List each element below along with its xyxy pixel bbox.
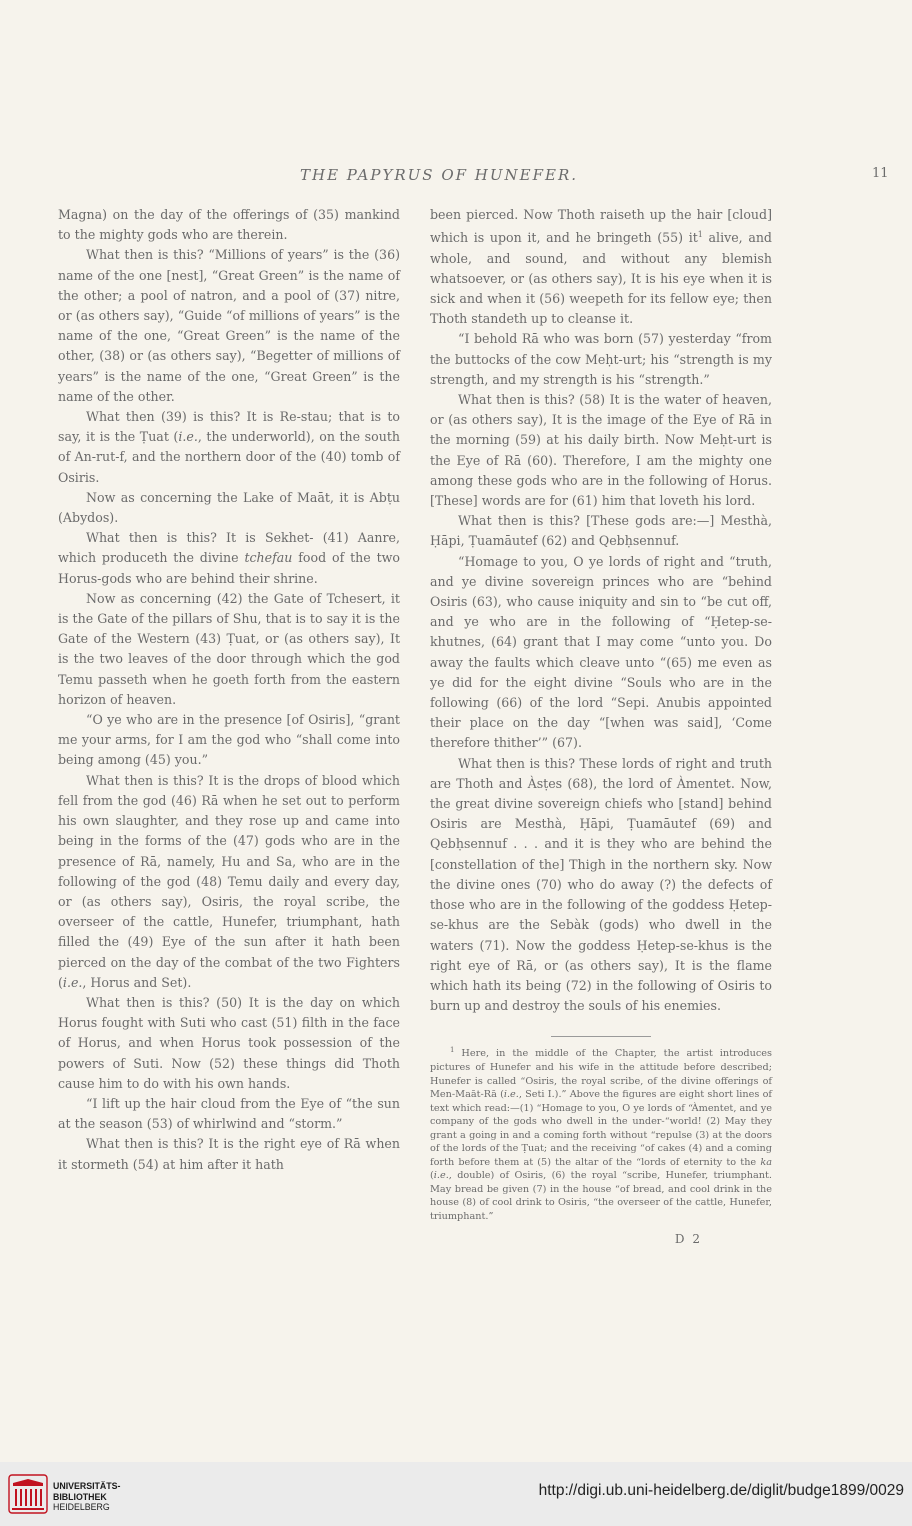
paragraph: Now as concerning the Lake of Maāt, it is Abṭu (Abydos). xyxy=(58,489,400,526)
paragraph: Magna) on the day of the offerings of (35) mankind to the mighty gods who are therein. xyxy=(58,207,400,243)
footnote-divider xyxy=(551,1036,651,1037)
paragraph: What then is this? (58) It is the water of heaven, or (as others say), It is the image of the Eye of Rā in the morning (59) at his daily birth. Now Meḥt-urt is the Eye of Rā (60). Therefore, I am the mighty one among these gods who are in the following of Horus. [These] words are for (61) him that loveth his lord. xyxy=(430,392,772,509)
running-title: THE PAPYRUS OF HUNEFER. xyxy=(300,166,579,184)
footer-bar xyxy=(0,1462,912,1526)
library-name: UNIVERSITÄTS- BIBLIOTHEK HEIDELBERG xyxy=(53,1481,121,1513)
paragraph: What then (39) is this? It is Re-stau; that is to say, it is the Ṭuat (i.e., the underworld), on the south of An-rut-f, and the northern door of the (40) tomb of Osiris. xyxy=(58,409,400,485)
paragraph: What then is this? It is the drops of blood which fell from the god (46) Rā when he set out to perform his own slaughter, and they rose up and came into being in the forms of the (47) gods who are in the presence of Rā, namely, Hu and Sa, who are in the following of the god (48) Temu daily and every day, or (as others say), Osiris, the royal scribe, the overseer of the cattle, Hunefer, triumphant, hath filled the (49) Eye of the sun after it hath been pierced on the day of the combat of the two Fighters (i.e., Horus and Set). xyxy=(58,772,400,990)
paragraph: What then is this? It is the right eye of Rā when it stormeth (54) at him after it hath xyxy=(58,1136,400,1172)
paragraph: “O ye who are in the presence [of Osiris], “grant me your arms, for I am the god who “shall come into being among (45) you.” xyxy=(58,712,400,768)
signature-mark: D 2 xyxy=(674,1232,702,1247)
paragraph: What then is this? “Millions of years” is the (36) name of the one [nest], “Great Green” is the name of the other; a pool of natron, and a pool of (37) nitre, or (as others say), “Guide “of millions of years” is the name of the one, “Great Green” is the name of the other, (38) or (as others say), “Begetter of millions of years” is the name of the one, “Great Green” is the name of the other. xyxy=(58,247,400,404)
paragraph: What then is this? (50) It is the day on which Horus fought with Suti who cast (51) filth in the face of Horus, and when Horus took possession of the powers of Suti. Now (52) these things did Thoth cause him to do with his own hands. xyxy=(58,994,400,1091)
paragraph: What then is this? It is Sekhet- (41) Aanre, which produceth the divine tchefau food of the two Horus-gods who are behind their shrine. xyxy=(58,530,400,586)
right-column xyxy=(430,205,772,1249)
paragraph: been pierced. Now Thoth raiseth up the hair [cloud] which is upon it, and he bringeth (55) $it^1$ alive, and whole, and sound, and without any blemish whatsoever, or (as others say), It is his eye when it is sick and when it (56) weepeth for its fellow eye; then Thoth standeth up to cleanse it. xyxy=(430,207,772,327)
left-column xyxy=(58,205,400,1175)
footnote: $^1$ Here, in the middle of the Chapter, the artist introduces pictures of Hunefer and his wife in the attitude before described; Hunefer is called “Osiris, the royal scribe, of the divine offerings of Men-Maāt-Rā (i.e., Seti I.).” Above the figures are eight short lines of text which read:—(1) “Homage to you, O ye lords of “Àmentet, and ye company of the gods who dwell in the under-“world! (2) May they grant a going in and a coming forth without “repulse (3) at the doors of the lords of the Ṭuat; and the receiving “of cakes (4) and a coming forth before them at (5) the altar of the “lords of eternity to the ka (i.e., double) of Osiris, (6) the royal “scribe, Hunefer, triumphant. May bread be given (7) in the house “of bread, and cool drink in the house (8) of cool drink to Osiris, “the overseer of the cattle, Hunefer, triumphant.” xyxy=(430,1046,772,1222)
paragraph: What then is this? [These gods are:—] Mesthà, Ḥāpi, Ṭuamāutef (62) and Qebḥsennuf. xyxy=(430,513,772,549)
library-logo-icon[interactable] xyxy=(8,1474,48,1514)
footnote-reference: 1 xyxy=(697,230,703,240)
paragraph: What then is this? These lords of right and truth are Thoth and Àsṭes (68), the lord of Àmentet. Now, the great divine sovereign chiefs who [stand] behind Osiris are Mesthà, Ḥāpi, Ṭuamāutef (69) and Qebḥsennuf . . . and it is they who are behind the [constellation of the] Thigh in the northern sky. Now the divine ones (70) who do away (?) the defects of those who are in the following of the goddess Ḥetep-se-khus are the Sebàk (gods) who dwell in the waters (71). Now the goddess Ḥetep-se-khus is the right eye of Rā, or (as others say), It is the flame which hath its being (72) in the following of Osiris to burn up and destroy the souls of his enemies. xyxy=(430,755,772,1014)
paragraph: Now as concerning (42) the Gate of Tchesert, it is the Gate of the pillars of Shu, that is to say it is the Gate of the Western (43) Ṭuat, or (as others say), It is the two leaves of the door through which the god Temu passeth when he goeth forth from the eastern horizon of heaven. xyxy=(58,590,400,707)
paragraph: “Homage to you, O ye lords of right and “truth, and ye divine sovereign princes who are “behind Osiris (63), who cause iniquity and sin to “be cut off, and ye who are in the following of “Ḥetep-se-khutnes, (64) grant that I may come “unto you. Do away the faults which cleave unto “(65) me even as ye did for the eight divine “Souls who are in the following (66) of the lord “Sepi. Anubis appointed their place on the day “[when was said], ‘Come therefore thither’” (67). xyxy=(430,553,772,751)
paragraph: “I behold Rā who was born (57) yesterday “from the buttocks of the cow Meḥt-urt; his “strength is my strength, and my strength is his “strength.” xyxy=(430,331,772,387)
page-number: 11 xyxy=(872,166,889,181)
paragraph: “I lift up the hair cloud from the Eye of “the sun at the season (53) of whirlwind and “storm.” xyxy=(58,1095,400,1132)
source-url-link[interactable]: http://digi.ub.uni-heidelberg.de/diglit/budge1899/0029 xyxy=(538,1482,904,1499)
